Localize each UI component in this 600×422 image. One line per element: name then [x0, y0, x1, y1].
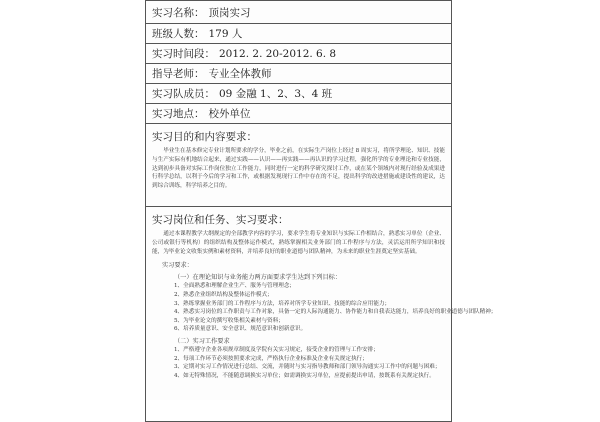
field-row-members — [146, 84, 452, 104]
list-item: 3、定期对实习工作情况进行总结、交流，并随时与实习指导教师和部门领导沟通实习工作中的问题与困难； — [174, 364, 441, 371]
field-value: 2012. 2. 20-2012. 6. 8 — [219, 48, 337, 60]
field-label: 实习名称： — [152, 6, 205, 19]
list-item: 3、熟练掌握业务部门的工作程序与方法，培养对所学专业知识、技能的综合应用能力； — [174, 300, 391, 307]
field-label: 班级人数： — [152, 28, 205, 40]
list-item: 2、熟悉企业组织结构及整体运作模式； — [174, 291, 273, 298]
internship-info-table — [145, 0, 497, 422]
requirements-heading: 实习要求： — [162, 262, 193, 270]
list-item: 4、熟悉实习岗位的工作职责与工作对象，具备一定的人际沟通能力、协作能力和自我表达能力，培养良好的职业道德与团队精神； — [174, 309, 497, 316]
section-title: 实习岗位和任务、实习要求： — [152, 214, 289, 226]
field-row-class-size — [146, 24, 452, 44]
field-value: 顶岗实习 — [208, 6, 251, 19]
list-item: 1、全面熟悉和理解企业生产、服务与管理理念； — [174, 283, 296, 290]
field-value: 专业全体教师 — [208, 68, 272, 80]
list-item: 2、每项工作环节必须按照要求完成，严格执行企业标准及企业有关规定执行； — [174, 355, 368, 362]
list-item: 4、如无特殊情况，不能随意调换实习单位；如需调换实习单位，应提前提出申请，按既系有关规定执行。 — [174, 372, 435, 379]
field-value: 179 人 — [208, 28, 243, 40]
document-page — [145, 0, 497, 400]
section-title: 实习目的和内容要求： — [152, 131, 257, 143]
field-label: 指导老师： — [152, 68, 205, 80]
tasks-paragraph: 通过本课程教学大纲规定的全部教学内容的学习，要求学生将专业知识与实际工作相结合，熟悉实习单位（企业、公司或银行等机构）的组织结构及整体运作模式，熟练掌握相关业务部门的工作程序与方法，灵活运用所学知识和技能，为毕业论文收集实例和素材资料，并培养良好的职业道德与团队精神，为未来的职业生涯奠定坚实基础。 — [152, 231, 445, 255]
field-row-period — [146, 44, 452, 64]
field-label: 实习时间段： — [152, 48, 215, 60]
tasks-section — [146, 207, 452, 422]
field-row-location — [146, 104, 452, 124]
purpose-section — [146, 124, 452, 207]
field-label: 实习队成员： — [152, 88, 215, 100]
field-value: 09 金融 1、2、3、4 班 — [219, 88, 333, 100]
list-item: 1、严格遵守企业各项规章制度及学院有关实习规定，接受企业的管理与工作安排； — [174, 346, 379, 353]
part1-heading: （一）在理论知识与业务能力两方面要求学生达到下列目标： — [174, 274, 342, 282]
list-item: 6、培养质量意识、安全意识、规范意识和创新意识。 — [174, 326, 307, 333]
field-value: 校外单位 — [208, 108, 251, 120]
list-item: 5、为毕业论文的撰写收集相关素材与资料； — [174, 317, 284, 324]
purpose-paragraph: 毕业生在基本修完专业计划所要求的学分，毕业之前，在实际生产岗位上经过 8 周实习，将所学理论、知识、技能与生产实际有机地结合起来，通过实践——认识——再实践——再认识的学习过程，强化所学的专业理论和专业技能，达到初步具备对实际工作岗位独立工作能力，同时进行一定的科学研究探讨工作，或在某个领域内对现行经验及成果进行科学总结，以利于今后的学习和工作，或根据发现现行工作中存在的不足，提出科学的改进措施或建设性的建议，达到综合训练，科学培养之目的。 — [152, 148, 445, 190]
part2-heading: （二）实习工作要求 — [174, 337, 230, 345]
field-label: 实习地点： — [152, 108, 205, 120]
field-row-name — [146, 1, 452, 24]
field-row-advisor — [146, 64, 452, 84]
